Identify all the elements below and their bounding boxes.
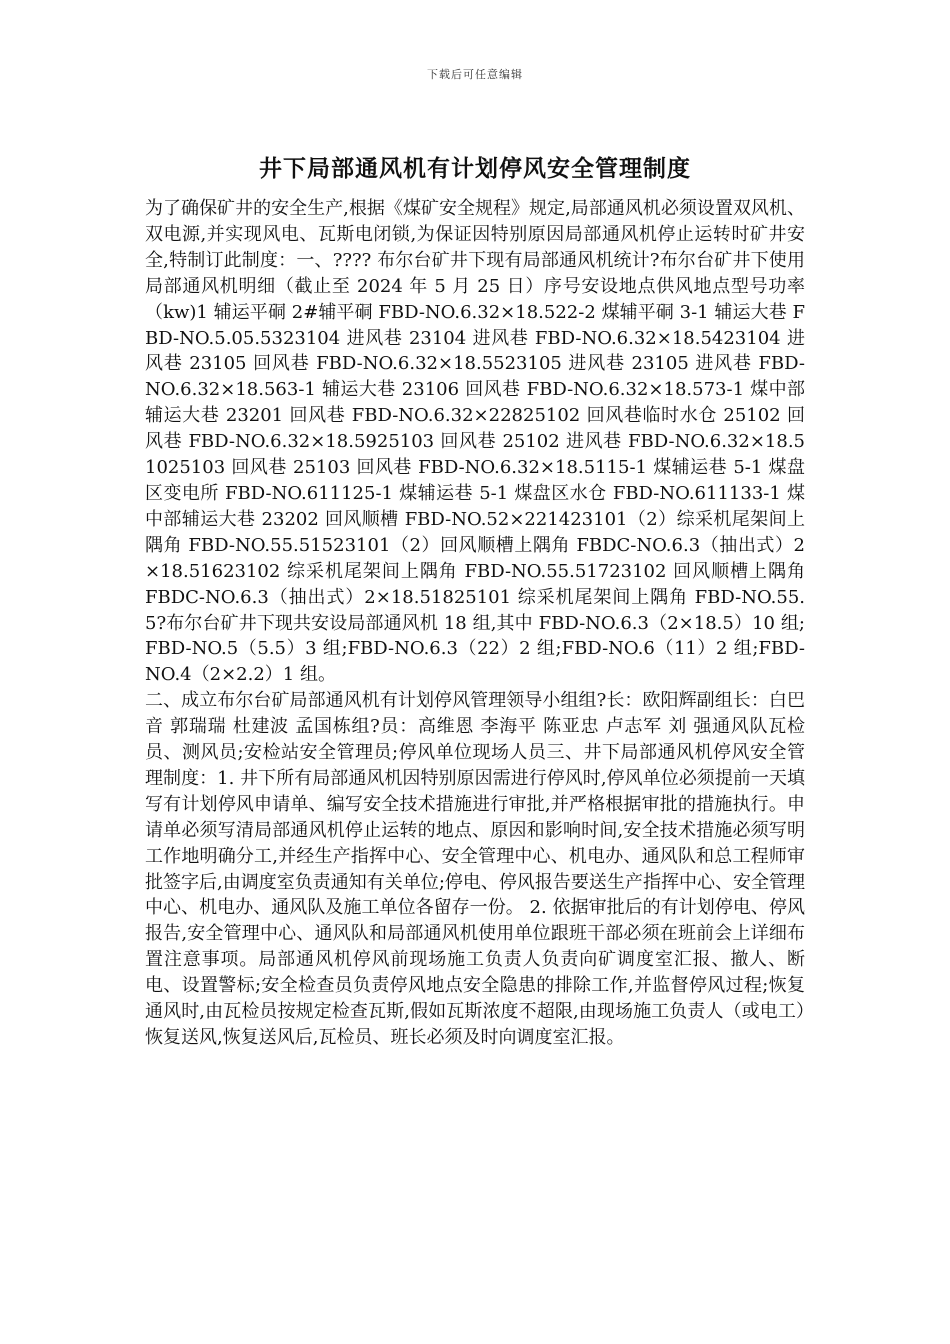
body-paragraph-2: 二、成立布尔台矿局部通风机有计划停风管理领导小组组?长：欧阳辉副组长：白巴音 郭瑞瑞 杜建波 孟国栋组?员：高维恩 李海平 陈亚忠 卢志军 刘 强通风队瓦检员、测风员;安检站安全管理员;停风单位现场人员三、井下局部通风机停风安全管理制度：1. 井下所有局部通风机因特别原因需进行停风时,停风单位必须提前一天填写有计划停风申请单、编写安全技术措施进行审批,并严格根据审批的措施执行。申请单必须写清局部通风机停止运转的地点、原因和影响时间,安全技术措施必须写明工作地明确分工,并经生产指挥中心、安全管理中心、机电办、通风队和总工程师审批签字后,由调度室负责通知有关单位;停电、停风报告要送生产指挥中心、安全管理中心、机电办、通风队及施工单位各留存一份。 2. 依据审批后的有计划停电、停风报告,安全管理中心、通风队和局部通风机使用单位跟班干部必须在班前会上详细布置注意事项。局部通风机停风前现场施工负责人负责向矿调度室汇报、撤人、断电、设置警标;安全检查员负责停风地点安全隐患的排除工作,并监督停风过程;恢复通风时,由瓦检员按规定检查瓦斯,假如瓦斯浓度不超限,由现场施工负责人（或电工）恢复送风,恢复送风后,瓦检员、班长必须及时向调度室汇报。 [145,690,805,1048]
document-title: 井下局部通风机有计划停风安全管理制度 [259,156,691,182]
body-paragraph-1: 为了确保矿井的安全生产,根据《煤矿安全规程》规定,局部通风机必须设置双风机、双电源,并实现风电、瓦斯电闭锁,为保证因特别原因局部通风机停止运转时矿井安全,特制订此制度：一、???? 布尔台矿井下现有局部通风机统计?布尔台矿井下使用局部通风机明细（截止至 2024 年 5 月 25 日）序号安设地点供风地点型号功率（kw)1 辅运平硐 2#辅平硐 FBD-NO.6.32×18.522-2 煤辅平硐 3-1 辅运大巷 FBD-NO.5.05.5323104 进风巷 23104 进风巷 FBD-NO.6.32×18.5423104 进风巷 23105 回风巷 FBD-NO.6.32×18.5523105 进风巷 23105 进风巷 FBD-NO.6.32×18.563-1 辅运大巷 23106 回风巷 FBD-NO.6.32×18.573-1 煤中部辅运大巷 23201 回风巷 FBD-NO.6.32×22825102 回风巷临时水仓 25102 回风巷 FBD-NO.6.32×18.5925103 回风巷 25102 进风巷 FBD-NO.6.32×18.51025103 回风巷 25103 回风巷 FBD-NO.6.32×18.5115-1 煤辅运巷 5-1 煤盘区变电所 FBD-NO.611125-1 煤辅运巷 5-1 煤盘区水仓 FBD-NO.611133-1 煤中部辅运大巷 23202 回风顺槽 FBD-NO.52×221423101（2）综采机尾架间上隅角 FBD-NO.55.51523101（2）回风顺槽上隅角 FBDC-NO.6.3（抽出式）2×18.51623102 综采机尾架间上隅角 FBD-NO.55.51723102 回风顺槽上隅角 FBDC-NO.6.3（抽出式）2×18.51825101 综采机尾架间上隅角 FBD-NO.55.5?布尔台矿井下现共安设局部通风机 18 组,其中 FBD-NO.6.3（2×18.5）10 组;FBD-NO.5（5.5）3 组;FBD-NO.6.3（22）2 组;FBD-NO.6（11）2 组;FBD-NO.4（2×2.2）1 组。 [145,198,805,686]
page-header-note: 下载后可任意编辑 [427,68,523,81]
document-body [145,196,805,1196]
